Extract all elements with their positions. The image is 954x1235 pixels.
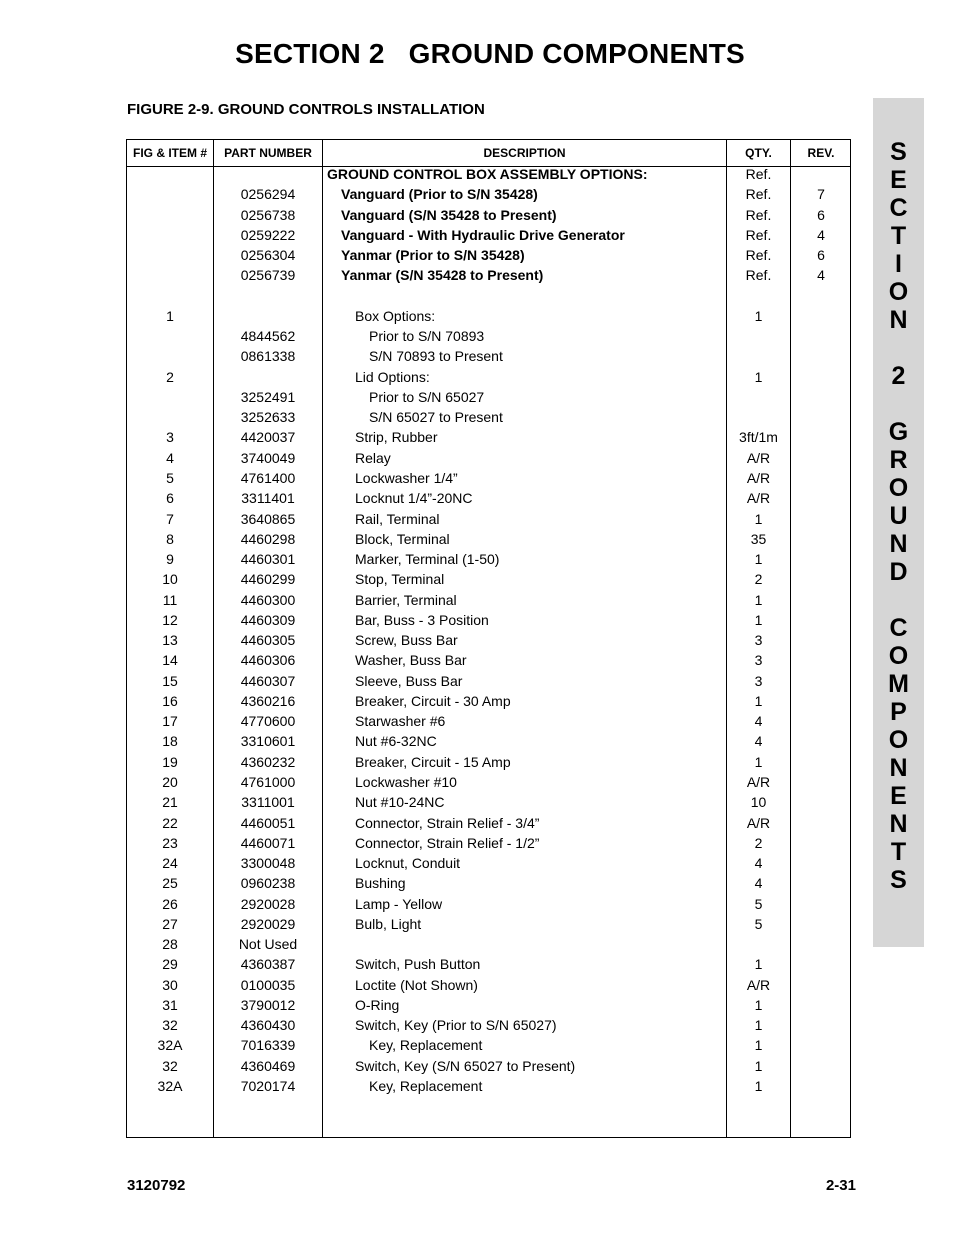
part-number-cell: 4360216 xyxy=(240,692,296,709)
side-tab-letters xyxy=(873,138,924,894)
qty-cell: A/R xyxy=(746,469,771,486)
description-cell: O-Ring xyxy=(355,996,400,1013)
part-number-cell: 0960238 xyxy=(240,875,296,892)
table-row xyxy=(127,671,852,691)
description-cell: S/N 70893 to Present xyxy=(369,348,503,365)
table-row xyxy=(127,934,852,954)
rev-cell: 6 xyxy=(817,247,825,264)
side-tab-letter: M xyxy=(888,670,909,698)
rev-cell: 6 xyxy=(817,206,825,223)
side-tab-letter: D xyxy=(889,558,908,586)
description-cell: Locknut 1/4”-20NC xyxy=(355,490,473,507)
fig-item-cell: 3 xyxy=(166,429,174,446)
part-number-cell: 0256304 xyxy=(240,247,296,264)
qty-cell: A/R xyxy=(746,814,771,831)
description-cell: S/N 65027 to Present xyxy=(369,409,503,426)
fig-item-cell: 18 xyxy=(162,733,178,750)
fig-item-cell: 1 xyxy=(166,307,174,324)
part-number-cell: 4460307 xyxy=(240,672,296,689)
header-qty: QTY. xyxy=(745,146,772,160)
fig-item-cell: 21 xyxy=(162,794,178,811)
table-row xyxy=(127,387,852,407)
part-number-cell: 4460299 xyxy=(240,571,296,588)
fig-item-cell: 32 xyxy=(162,1057,178,1074)
fig-item-cell: 9 xyxy=(166,551,174,568)
fig-item-cell: 5 xyxy=(166,469,174,486)
description-cell: Yanmar (S/N 35428 to Present) xyxy=(341,267,544,284)
qty-cell: 1 xyxy=(754,510,763,527)
fig-item-cell: 16 xyxy=(162,692,178,709)
description-cell: Connector, Strain Relief - 1/2” xyxy=(355,834,540,851)
qty-cell: 1 xyxy=(754,1057,763,1074)
fig-item-cell: 13 xyxy=(162,632,178,649)
qty-cell: 1 xyxy=(754,996,763,1013)
side-tab-letter: S xyxy=(890,138,907,166)
side-tab-letter: O xyxy=(888,474,909,502)
table-row xyxy=(127,813,852,833)
part-number-cell: 4460298 xyxy=(240,530,296,547)
qty-cell: 10 xyxy=(750,794,767,811)
qty-cell: 5 xyxy=(754,915,763,932)
part-number-cell: 0256739 xyxy=(240,267,296,284)
qty-cell: 5 xyxy=(754,895,763,912)
table-row xyxy=(127,975,852,995)
qty-cell: 3ft/1m xyxy=(739,429,778,446)
description-cell: Nut #6-32NC xyxy=(355,733,437,750)
qty-cell: 1 xyxy=(754,692,763,709)
side-tab-letter: T xyxy=(890,222,907,250)
table-row xyxy=(127,1076,852,1096)
part-number-cell: 3790012 xyxy=(240,996,296,1013)
fig-item-cell: 29 xyxy=(162,956,178,973)
description-cell: Block, Terminal xyxy=(355,530,450,547)
table-row xyxy=(127,1015,852,1035)
side-tab-letter: P xyxy=(890,698,907,726)
side-tab-letter: O xyxy=(888,278,909,306)
qty-cell: 35 xyxy=(750,530,767,547)
table-row xyxy=(127,367,852,387)
description-cell: Relay xyxy=(355,449,391,466)
qty-cell: A/R xyxy=(746,773,771,790)
qty-cell: 4 xyxy=(754,855,763,872)
table-row xyxy=(127,245,852,265)
table-row xyxy=(127,691,852,711)
table-row xyxy=(127,427,852,447)
table-row xyxy=(127,711,852,731)
description-cell: Switch, Push Button xyxy=(355,956,481,973)
qty-cell: Ref. xyxy=(745,206,772,223)
qty-cell: 1 xyxy=(754,611,763,628)
side-tab-letter: E xyxy=(890,782,907,810)
part-number-cell: Not Used xyxy=(238,936,298,953)
table-row xyxy=(127,286,852,306)
description-cell: Bulb, Light xyxy=(355,915,422,932)
side-tab-letter: N xyxy=(889,810,908,838)
side-tab-letter: G xyxy=(888,418,909,446)
qty-cell: A/R xyxy=(746,976,771,993)
description-cell: Lockwasher 1/4” xyxy=(355,469,458,486)
qty-cell: 1 xyxy=(754,368,763,385)
table-row xyxy=(127,630,852,650)
side-tab-letter: C xyxy=(889,614,908,642)
side-tab-letter: N xyxy=(889,530,908,558)
side-tab-letter: S xyxy=(890,866,907,894)
part-number-cell: 0259222 xyxy=(240,226,296,243)
qty-cell: 3 xyxy=(754,672,763,689)
fig-item-cell: 23 xyxy=(162,834,178,851)
table-row xyxy=(127,873,852,893)
header-fig-item: FIG & ITEM # xyxy=(132,146,207,160)
fig-item-cell: 30 xyxy=(162,976,178,993)
header-description: DESCRIPTION xyxy=(483,146,566,160)
fig-item-cell: 15 xyxy=(162,672,178,689)
table-row xyxy=(127,326,852,346)
table-row xyxy=(127,205,852,225)
qty-cell: 1 xyxy=(754,956,763,973)
table-row xyxy=(127,184,852,204)
description-cell: Lid Options: xyxy=(355,368,430,385)
table-row xyxy=(127,995,852,1015)
side-tab-letter: E xyxy=(890,166,907,194)
side-tab-letter: 2 xyxy=(891,362,906,390)
description-cell: Yanmar (Prior to S/N 35428) xyxy=(341,247,525,264)
fig-item-cell: 32A xyxy=(157,1037,183,1054)
description-cell: Sleeve, Buss Bar xyxy=(355,672,463,689)
description-cell: Starwasher #6 xyxy=(355,713,446,730)
fig-item-cell: 2 xyxy=(166,368,174,385)
part-number-cell: 4761000 xyxy=(240,773,296,790)
side-tab-letter: N xyxy=(889,754,908,782)
qty-cell: Ref. xyxy=(745,226,772,243)
fig-item-cell: 11 xyxy=(162,591,178,608)
side-tab-letter: R xyxy=(889,446,908,474)
page-number: 2-31 xyxy=(825,1177,856,1194)
table-row xyxy=(127,225,852,245)
part-number-cell: 4844562 xyxy=(240,328,296,345)
part-number-cell: 4360430 xyxy=(240,1017,296,1034)
qty-cell: 1 xyxy=(754,1017,763,1034)
table-row xyxy=(127,954,852,974)
qty-cell: 1 xyxy=(754,753,763,770)
table-row xyxy=(127,752,852,772)
part-number-cell: 3310601 xyxy=(240,733,296,750)
qty-cell: 4 xyxy=(754,713,763,730)
qty-cell: 1 xyxy=(754,1077,763,1094)
table-row xyxy=(127,468,852,488)
fig-item-cell: 28 xyxy=(162,936,178,953)
qty-cell: 3 xyxy=(754,652,763,669)
fig-item-cell: 27 xyxy=(162,915,178,932)
table-row xyxy=(127,894,852,914)
description-cell: Prior to S/N 70893 xyxy=(369,328,485,345)
description-cell: Key, Replacement xyxy=(369,1037,483,1054)
description-cell: Bushing xyxy=(355,875,406,892)
fig-item-cell: 24 xyxy=(162,855,178,872)
description-cell: Loctite (Not Shown) xyxy=(355,976,478,993)
part-number-cell: 3252633 xyxy=(240,409,296,426)
table-row xyxy=(127,448,852,468)
description-cell: Lockwasher #10 xyxy=(355,773,457,790)
fig-item-cell: 19 xyxy=(162,753,178,770)
parts-table xyxy=(126,139,851,1138)
table-row xyxy=(127,1035,852,1055)
fig-item-cell: 25 xyxy=(162,875,178,892)
table-row xyxy=(127,650,852,670)
part-number-cell: 7020174 xyxy=(240,1077,296,1094)
qty-cell: 2 xyxy=(754,834,763,851)
part-number-cell: 3311401 xyxy=(241,490,295,507)
description-cell: Breaker, Circuit - 15 Amp xyxy=(355,753,511,770)
description-cell: Connector, Strain Relief - 3/4” xyxy=(355,814,540,831)
description-cell: Bar, Buss - 3 Position xyxy=(355,611,489,628)
rev-cell: 4 xyxy=(817,267,825,284)
table-row xyxy=(127,509,852,529)
fig-item-cell: 4 xyxy=(166,449,174,466)
fig-item-cell: 6 xyxy=(166,490,174,507)
table-row xyxy=(127,346,852,366)
fig-item-cell: 8 xyxy=(166,530,174,547)
part-number-cell: 0861338 xyxy=(240,348,296,365)
part-number-cell: 4420037 xyxy=(240,429,296,446)
description-cell: Switch, Key (Prior to S/N 65027) xyxy=(355,1017,557,1034)
description-cell: Box Options: xyxy=(355,307,436,324)
table-row xyxy=(127,407,852,427)
part-number-cell: 4360387 xyxy=(240,956,296,973)
part-number-cell: 3740049 xyxy=(240,449,296,466)
part-number-cell: 4460301 xyxy=(240,551,296,568)
side-tab-letter: C xyxy=(889,194,908,222)
side-tab-letter: T xyxy=(890,838,907,866)
qty-cell: Ref. xyxy=(745,267,772,284)
rev-cell: 7 xyxy=(817,186,825,203)
section-title: SECTION 2 GROUND COMPONENTS xyxy=(235,38,745,69)
description-cell: Washer, Buss Bar xyxy=(355,652,467,669)
description-cell: Key, Replacement xyxy=(369,1077,483,1094)
header-part-number: PART NUMBER xyxy=(224,146,312,160)
side-tab-letter: U xyxy=(889,502,908,530)
description-cell: Prior to S/N 65027 xyxy=(369,388,485,405)
part-number-cell: 3252491 xyxy=(240,388,296,405)
description-cell: Locknut, Conduit xyxy=(355,855,461,872)
description-cell: Breaker, Circuit - 30 Amp xyxy=(355,692,511,709)
fig-item-cell: 7 xyxy=(166,510,174,527)
qty-cell: 1 xyxy=(754,591,763,608)
qty-cell: 4 xyxy=(754,875,763,892)
description-cell: Nut #10-24NC xyxy=(355,794,445,811)
part-number-cell: 4460309 xyxy=(240,611,296,628)
part-number-cell: 0256294 xyxy=(240,186,296,203)
table-row xyxy=(127,792,852,812)
description-cell: Strip, Rubber xyxy=(355,429,438,446)
side-tab-letter: O xyxy=(888,642,909,670)
table-row xyxy=(127,569,852,589)
fig-item-cell: 20 xyxy=(162,773,178,790)
table-row xyxy=(127,1056,852,1076)
qty-cell: Ref. xyxy=(745,166,772,182)
table-row xyxy=(127,529,852,549)
part-number-cell: 3300048 xyxy=(240,855,296,872)
description-cell: Vanguard (S/N 35428 to Present) xyxy=(341,206,557,223)
part-number-cell: 2920028 xyxy=(240,895,296,912)
description-cell: Marker, Terminal (1-50) xyxy=(355,551,500,568)
header-rev: REV. xyxy=(807,146,835,160)
fig-item-cell: 22 xyxy=(162,814,178,831)
table-row xyxy=(127,549,852,569)
part-number-cell: 4460306 xyxy=(240,652,296,669)
section-side-tab xyxy=(873,98,924,947)
side-tab-letter: N xyxy=(889,306,908,334)
table-body xyxy=(127,164,852,1096)
document-number: 3120792 xyxy=(127,1177,186,1194)
description-cell: Barrier, Terminal xyxy=(355,591,457,608)
figure-title: FIGURE 2-9. GROUND CONTROLS INSTALLATION xyxy=(127,101,485,118)
part-number-cell: 4360469 xyxy=(240,1057,296,1074)
table-row xyxy=(127,306,852,326)
fig-item-cell: 14 xyxy=(162,652,178,669)
fig-item-cell: 17 xyxy=(162,713,178,730)
fig-item-cell: 26 xyxy=(162,895,178,912)
table-row xyxy=(127,853,852,873)
description-cell: Screw, Buss Bar xyxy=(355,632,458,649)
table-row xyxy=(127,488,852,508)
description-cell: Lamp - Yellow xyxy=(355,895,443,912)
part-number-cell: 4460300 xyxy=(240,591,296,608)
description-cell: Vanguard (Prior to S/N 35428) xyxy=(341,186,538,203)
qty-cell: 4 xyxy=(754,733,763,750)
part-number-cell: 4460071 xyxy=(240,834,296,851)
qty-cell: 3 xyxy=(754,632,763,649)
part-number-cell: 4770600 xyxy=(240,713,296,730)
part-number-cell: 4460305 xyxy=(240,632,296,649)
description-cell: Switch, Key (S/N 65027 to Present) xyxy=(355,1057,576,1074)
fig-item-cell: 32 xyxy=(162,1017,178,1034)
part-number-cell: 0256738 xyxy=(240,206,296,223)
table-row xyxy=(127,833,852,853)
fig-item-cell: 12 xyxy=(162,611,178,628)
qty-cell: 1 xyxy=(754,1037,763,1054)
table-row xyxy=(127,590,852,610)
part-number-cell: 3640865 xyxy=(240,510,296,527)
qty-cell: A/R xyxy=(746,490,771,507)
description-cell: Rail, Terminal xyxy=(355,510,440,527)
part-number-cell: 4460051 xyxy=(240,814,296,831)
qty-cell: Ref. xyxy=(745,247,772,264)
table-row xyxy=(127,731,852,751)
qty-cell: 2 xyxy=(754,571,763,588)
qty-cell: 1 xyxy=(754,551,763,568)
table-row xyxy=(127,772,852,792)
table-row xyxy=(127,265,852,285)
part-number-cell: 0100035 xyxy=(240,976,296,993)
qty-cell: 1 xyxy=(754,307,763,324)
table-row xyxy=(127,164,852,184)
part-number-cell: 2920029 xyxy=(240,915,296,932)
table-row xyxy=(127,610,852,630)
part-number-cell: 4360232 xyxy=(240,753,296,770)
part-number-cell: 3311001 xyxy=(241,794,295,811)
fig-item-cell: 10 xyxy=(162,571,178,588)
table-row xyxy=(127,914,852,934)
side-tab-letter: O xyxy=(888,726,909,754)
side-tab-letter: I xyxy=(895,250,902,278)
description-cell: Vanguard - With Hydraulic Drive Generator xyxy=(341,226,625,243)
qty-cell: A/R xyxy=(746,449,771,466)
qty-cell: Ref. xyxy=(745,186,772,203)
rev-cell: 4 xyxy=(817,226,825,243)
description-cell: Stop, Terminal xyxy=(355,571,445,588)
part-number-cell: 7016339 xyxy=(240,1037,296,1054)
fig-item-cell: 31 xyxy=(162,996,178,1013)
fig-item-cell: 32A xyxy=(157,1077,183,1094)
part-number-cell: 4761400 xyxy=(240,469,296,486)
description-cell: GROUND CONTROL BOX ASSEMBLY OPTIONS: xyxy=(327,166,648,182)
